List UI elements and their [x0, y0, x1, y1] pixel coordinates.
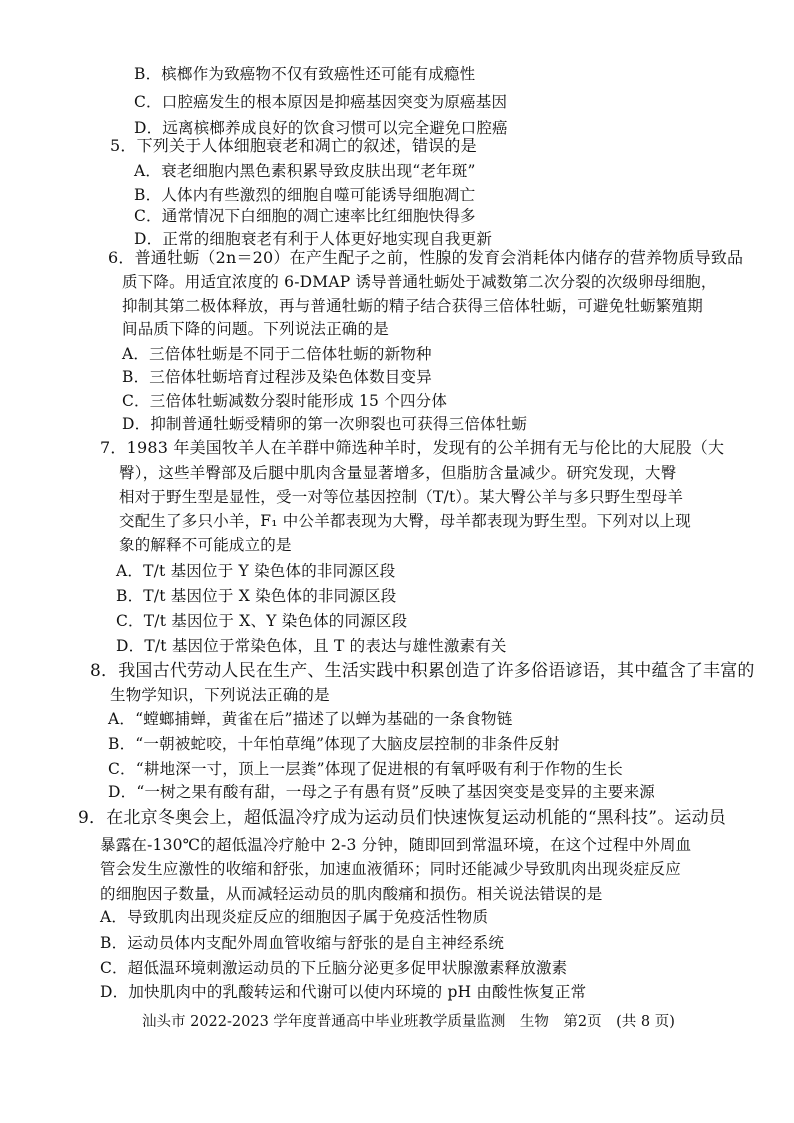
q5-option-a: A．衰老细胞内黑色素积累导致皮肤出现“老年斑”	[134, 162, 476, 180]
q7-option-c: C．T/t 基因位于 X、Y 染色体的同源区段	[116, 612, 408, 630]
q8-stem-line1: 8．我国古代劳动人民在生产、生活实践中积累创造了许多俗语谚语，其中蕴含了丰富的	[90, 661, 755, 681]
q8-option-b: B．“一朝被蛇咬，十年怕草绳”体现了大脑皮层控制的非条件反射	[108, 735, 560, 753]
q4-option-d: D．远离槟榔养成良好的饮食习惯可以完全避免口腔癌	[134, 119, 508, 137]
q7-stem-line2: 臀），这些羊臀部及后腿中肌肉含量显著增多，但脂肪含量减少。研究发现，大臀	[119, 464, 677, 482]
q7-stem-line1: 7．1983 年美国牧羊人在羊群中筛选种羊时，发现有的公羊拥有无与伦比的大屁股（大	[100, 438, 725, 457]
q9-option-b: B．运动员体内支配外周血管收缩与舒张的是自主神经系统	[100, 934, 505, 952]
q5-option-c: C．通常情况下白细胞的凋亡速率比红细胞快得多	[134, 207, 476, 225]
q9-stem-line3: 管会发生应激性的收缩和舒张，加速血液循环；同时还能减少导致肌肉出现炎症反应	[100, 860, 681, 878]
q7-stem-line3: 相对于野生型是显性，受一对等位基因控制（T/t）。某大臀公羊与多只野生型母羊	[119, 488, 684, 506]
q8-option-c: C．“耕地深一寸，顶上一层粪”体现了促进根的有氧呼吸有利于作物的生长	[108, 760, 624, 778]
q7-option-d: D．T/t 基因位于常染色体，且 T 的表达与雄性激素有关	[116, 637, 507, 655]
q6-option-d: D．抑制普通牡蛎受精卵的第一次卵裂也可获得三倍体牡蛎	[122, 415, 528, 433]
q9-option-d: D．加快肌肉中的乳酸转运和代谢可以使内环境的 pH 由酸性恢复正常	[100, 983, 587, 1001]
q8-option-d: D．“一树之果有酸有甜，一母之子有愚有贤”反映了基因突变是变异的主要来源	[108, 783, 655, 801]
q7-stem-line5: 象的解释不可能成立的是	[119, 536, 292, 554]
q4-option-b: B．槟榔作为致癌物不仅有致癌性还可能有成瘾性	[134, 65, 476, 83]
q8-stem-line2: 生物学知识，下列说法正确的是	[110, 686, 330, 704]
q6-stem-line2: 质下降。用适宜浓度的 6-DMAP 诱导普通牡蛎处于减数第二次分裂的次级卵母细胞，	[122, 273, 717, 291]
q9-stem-line2: 暴露在-130℃的超低温冷疗舱中 2-3 分钟，随即回到常温环境，在这个过程中外周血	[100, 836, 692, 854]
q4-option-c: C．口腔癌发生的根本原因是抑癌基因突变为原癌基因	[134, 93, 508, 111]
q9-option-c: C．超低温环境刺激运动员的下丘脑分泌更多促甲状腺激素释放激素	[100, 959, 568, 977]
q5-option-b: B．人体内有些激烈的细胞自噬可能诱导细胞凋亡	[134, 186, 476, 204]
q6-stem-line1: 6．普通牡蛎（2n＝20）在产生配子之前，性腺的发育会消耗体内储存的营养物质导致品	[108, 248, 744, 267]
page-footer: 汕头市 2022-2023 学年度普通高中毕业班教学质量监测 生物 第2页 (共 8 页)	[142, 1014, 675, 1030]
q6-option-c: C．三倍体牡蛎减数分裂时能形成 15 个四分体	[122, 392, 448, 410]
q9-stem-line1: 9．在北京冬奥会上，超低温冷疗成为运动员们快速恢复运动机能的“黑科技”。运动员	[78, 808, 726, 828]
q9-option-a: A．导致肌肉出现炎症反应的细胞因子属于免疫活性物质	[100, 908, 489, 926]
q6-stem-line4: 间品质下降的问题。下列说法正确的是	[122, 320, 389, 338]
q8-option-a: A．“螳螂捕蝉，黄雀在后”描述了以蝉为基础的一条食物链	[108, 710, 513, 728]
q6-option-a: A．三倍体牡蛎是不同于二倍体牡蛎的新物种	[122, 345, 432, 363]
q7-option-a: A．T/t 基因位于 Y 染色体的非同源区段	[116, 562, 396, 580]
q7-stem-line4: 交配生了多只小羊，F₁ 中公羊都表现为大臀，母羊都表现为野生型。下列对以上现	[119, 512, 691, 530]
q6-option-b: B．三倍体牡蛎培育过程涉及染色体数目变异	[122, 368, 432, 386]
q9-stem-line4: 的细胞因子数量，从而减轻运动员的肌肉酸痛和损伤。相关说法错误的是	[100, 885, 603, 903]
q6-stem-line3: 抑制其第二极体释放，再与普通牡蛎的精子结合获得三倍体牡蛎，可避免牡蛎繁殖期	[122, 297, 703, 315]
q5-option-d: D．正常的细胞衰老有利于人体更好地实现自我更新	[134, 230, 493, 248]
q7-option-b: B．T/t 基因位于 X 染色体的非同源区段	[116, 587, 397, 605]
q5-stem: 5．下列关于人体细胞衰老和凋亡的叙述，错误的是	[110, 136, 477, 155]
